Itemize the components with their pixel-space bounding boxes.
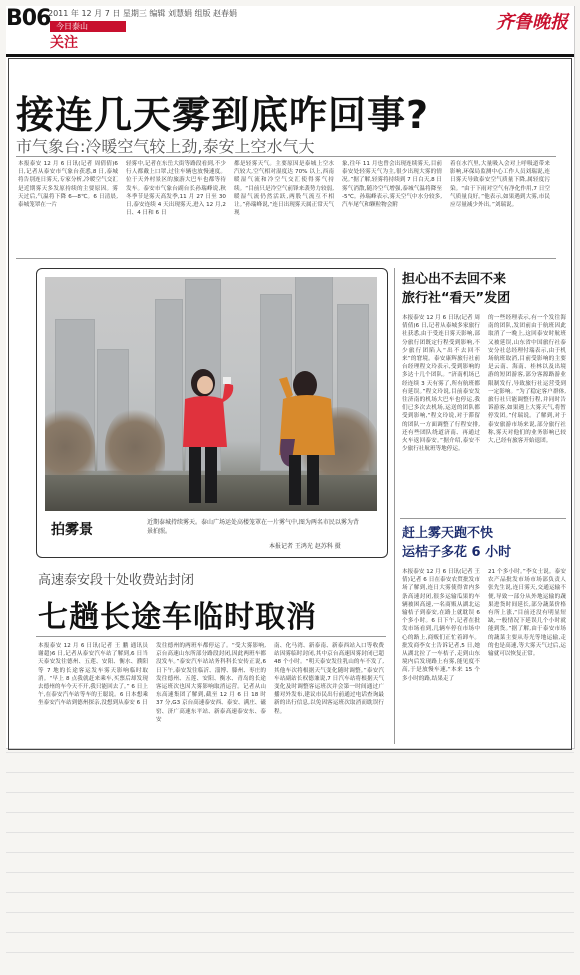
page-number: B06 <box>6 6 51 31</box>
lead-subhead: 市气象台:冷暖空气较上劲,泰安上空水气大 <box>16 137 315 156</box>
photo-label: 拍雾景 <box>51 522 93 538</box>
article-column: 南、化马湾、新泰南、新泰西站入口等收费站因雾临时封闭,其中京台高速因雾封闭已超 48 个小时。“明天泰安发往乳山的车不发了,其他车次将根据天气变化随时调整。”泰安汽车站副站长权德兼说,7 日汽车站将根据天气变化及时调整客运班次并会第一时间通过广播对外发布,建议市民出行前通过电话查询最新的出行信息,以免因客运班次取消而耽误行程。 <box>274 643 384 715</box>
article-column: 着在水汽里,大量吸入会对上呼吸道带来影响,环保局监测中心工作人员刘瑞说,连日雾天导致泰安空气质量下降,属轻度污染。“由于下雨对空气有净化作用,7 日空气质量良好。”他表示,如果遇到大雾,市民应尽量减少外出。”刘瑞说。 <box>450 161 550 209</box>
side1-body <box>402 314 566 510</box>
article-column: 本报泰安 12 月 6 日讯(记者 周倩倩)6 日,记者从泰安市气象台获悉,8 日,泰城将告别连日雾天,专家分析,冷暖空气交汇是近期雾天多发原持续的主要原因。雾天过后,气温将下降 6—8℃。6 日清晨,泰城笼罩在一片 <box>18 161 118 209</box>
divider <box>400 518 566 519</box>
photo-caption: 近期泰城持续雾天。泰山广场运处高楼笼罩在一片雾气中,图为两名市民以雾为背景拍照。 <box>147 519 359 535</box>
brand-logo: 齐鲁晚报 <box>496 12 568 33</box>
divider <box>36 636 386 637</box>
story2-body <box>38 642 386 742</box>
article-column: 象,往年 11 月也曾会出现连续雾天,目前泰安处轻雾天气为主,很少出现大雾的情况。”据了解,轻雾将持续到 7 日白天,8 日雾气消散,随冷空气增强,泰城气温将降至 -5℃。孙瑞峰表示,雾天空气中水分较多,汽车尾气和颗粒物会附 <box>342 161 442 209</box>
story2-headline: 七趟长途车临时取消 <box>38 600 317 635</box>
story2-subhead: 高速泰安段十处收费站封闭 <box>38 573 195 588</box>
article-column: 轻雾中,记者在东岳大街等路段看到,不少行人都戴上口罩,过往车辆也放慢速度。位于天外村景区的旅游大巴车也都等待发车。泰安市气象台副台长孙瑞峰说,秋冬季节是雾天高发季,11 月 27 日至 30 日,泰安连续 4 天出现雾天,进入 12 月,2 日、4 日和 6 日 <box>126 161 226 217</box>
newspaper-page <box>6 6 575 749</box>
article-column: 都是轻雾天气。主要原因是泰城上空水汽较大,空气相对湿度达 70% 以上,西南暖湿气流和冷空气交汇使得雾气持续。“目前只是冷空气前锋来袭势力较弱,暖湿气流仍然活跃,两股气流互不相让。”孙瑞峰说,“连日出现雾天属正常天气现 <box>234 161 334 217</box>
article-column: 本报泰安 12 月 6 日讯(记者 周倩倩)6 日,记者从泰城多家旅行社获悉,由于受连日雾天影响,部分旅行团既定行程受到影响,不少旅行团陷入“出不去回不来”的窘境。泰安康辉旅行社前台经理程文玲表示,受到影响的多达十几个团队。“济南机场已经连续 3 天有雾了,所有航班都有延误。”程文玲说,目前泰安发往济南的机场大巴车也停运,我们已多次去机场,运送的团队都受到影响,“程文玲说,对于滞留的团队一方面调整了行程安排,还有些团队绕道济南、再通过火车返回泰安。”据介绍,泰安不少旅行社航班等地停运。 <box>402 315 480 453</box>
article-column: 本报泰安 12 月 6 日讯(记者 王 鹏 通讯员 谢超)6 日,记者从泰安汽车站了解到,6 日当天泰安发往德州、五莲、安阳、衡水、濮阳等 7 地的长途客运发车雾天影响临时取消。“早上 8 点我就赶来乘车,买票后却发现去德州的车今天不开,我只能回去了。” 6 日上午,在泰安汽车站等车的王聪说。6 日本想乘坐泰安汽车站到德州探亲,没想到从泰安 6 日 <box>38 643 148 707</box>
article-column: 本报泰安 12 月 6 日讯(记者 王倩)记者 6 日在泰安农贸批发市场了解到,连日大雾使得省内多条高速封闭,很多运输瓜果的车辆被困高速,一名商贩从湖北运输桔子到泰安,在路上就耽误 6 个多小时。6 日下午,记者在批发市场看到,几辆车停在市场中心的路上,商贩们正忙着卸车。批发商李女士告诉记者,5 日,她从湖北拉了一车桔子,走到山东境内后发现路上有雾,能见度不高,于是放慢车速,“本来 15 个多小时的路,结果走了 <box>402 569 480 682</box>
woman-red-jacket <box>175 367 235 509</box>
article-column: 21 个多小时。”李女士说。泰安农产品批发市场市场部负责人张先生说,连日雾天,交通运输不便,导致一部分从外地运输的蔬果进货时间延长,部分蔬菜价格有所上涨,“目前还没有明显短缺,一般情况下延误几个小时就能到货。”据了解,由于泰安市场的蔬菜主要从寿光等地运输,走的也是高速,等大雾天气过后,运输就可以恢复正常。 <box>488 569 566 658</box>
lead-body <box>18 160 558 252</box>
lead-headline: 接连几天雾到底咋回事? <box>16 93 430 137</box>
side2-body <box>402 568 566 742</box>
photo-panel <box>36 268 388 558</box>
article-column: 发往德州的两班车都停运了。“受大雾影响,京台高速山东所部分路段封闭,因此两班车都没发车。”泰安汽车站站务科科长安传正说,6 日下午,泰安发往临沂、淄博、滕州、枣庄的发往德州、五莲、安阳、衡水、青岛的长途客运班次也因大雾影响取消运营。记者从山东高速集团了解到,截至 12 月 6 日 18 时 37 分,G3 京台高速泰安西、泰安、满庄、磁窑、济广高速东平站、新泰高速泰安东、泰安 <box>156 643 266 723</box>
divider <box>16 258 556 259</box>
divider <box>16 156 556 157</box>
column-divider <box>394 268 395 744</box>
side1-title-line1: 担心出不去回不来 <box>402 272 507 287</box>
fog-photo <box>45 277 377 511</box>
issue-meta: 2011 年 12 月 7 日 星期三 编辑 刘慧娟 组版 赵春娟 <box>48 9 238 18</box>
side1-title-line2: 旅行社“看天”发团 <box>402 291 511 306</box>
side2-title-line2: 运桔子多花 6 小时 <box>402 545 512 560</box>
side2-title-line1: 赶上雾天跑不快 <box>402 526 494 541</box>
side1-title <box>402 270 510 308</box>
column-tag: 今日泰山 <box>50 21 126 32</box>
woman-yellow-jacket <box>273 369 343 509</box>
photo-credit: 本报记者 王鸿光 赵苏科 摄 <box>269 543 341 550</box>
side2-title <box>402 524 511 562</box>
top-rule <box>6 54 574 57</box>
blank-page-lines <box>6 752 574 972</box>
article-column: 的一些经理表示,有一个发往海南的团队,发团前由于航班因此取消了一晚上,这回泰安时航班又被延误,山东省中国旅行社泰安分社总经理付瑞表示,由于机场航班取消,目前受影响的主要是云南、海南、桂林以及出境游的短团游客,部分客源路游业限制发行,导致旅行社运营受到一定影响。“为了稳定客户群体,旅行社只能调整行程,并同时告诉游客,如果遇上大雾天气,将暂停发团。”付瑞说。了解到,对于泰安旅游市场来说,部分旅行社称,雾天对他们的业务影响已较大,已经有旅客开始退团。 <box>488 315 566 445</box>
section-title: 关注 <box>50 35 78 51</box>
